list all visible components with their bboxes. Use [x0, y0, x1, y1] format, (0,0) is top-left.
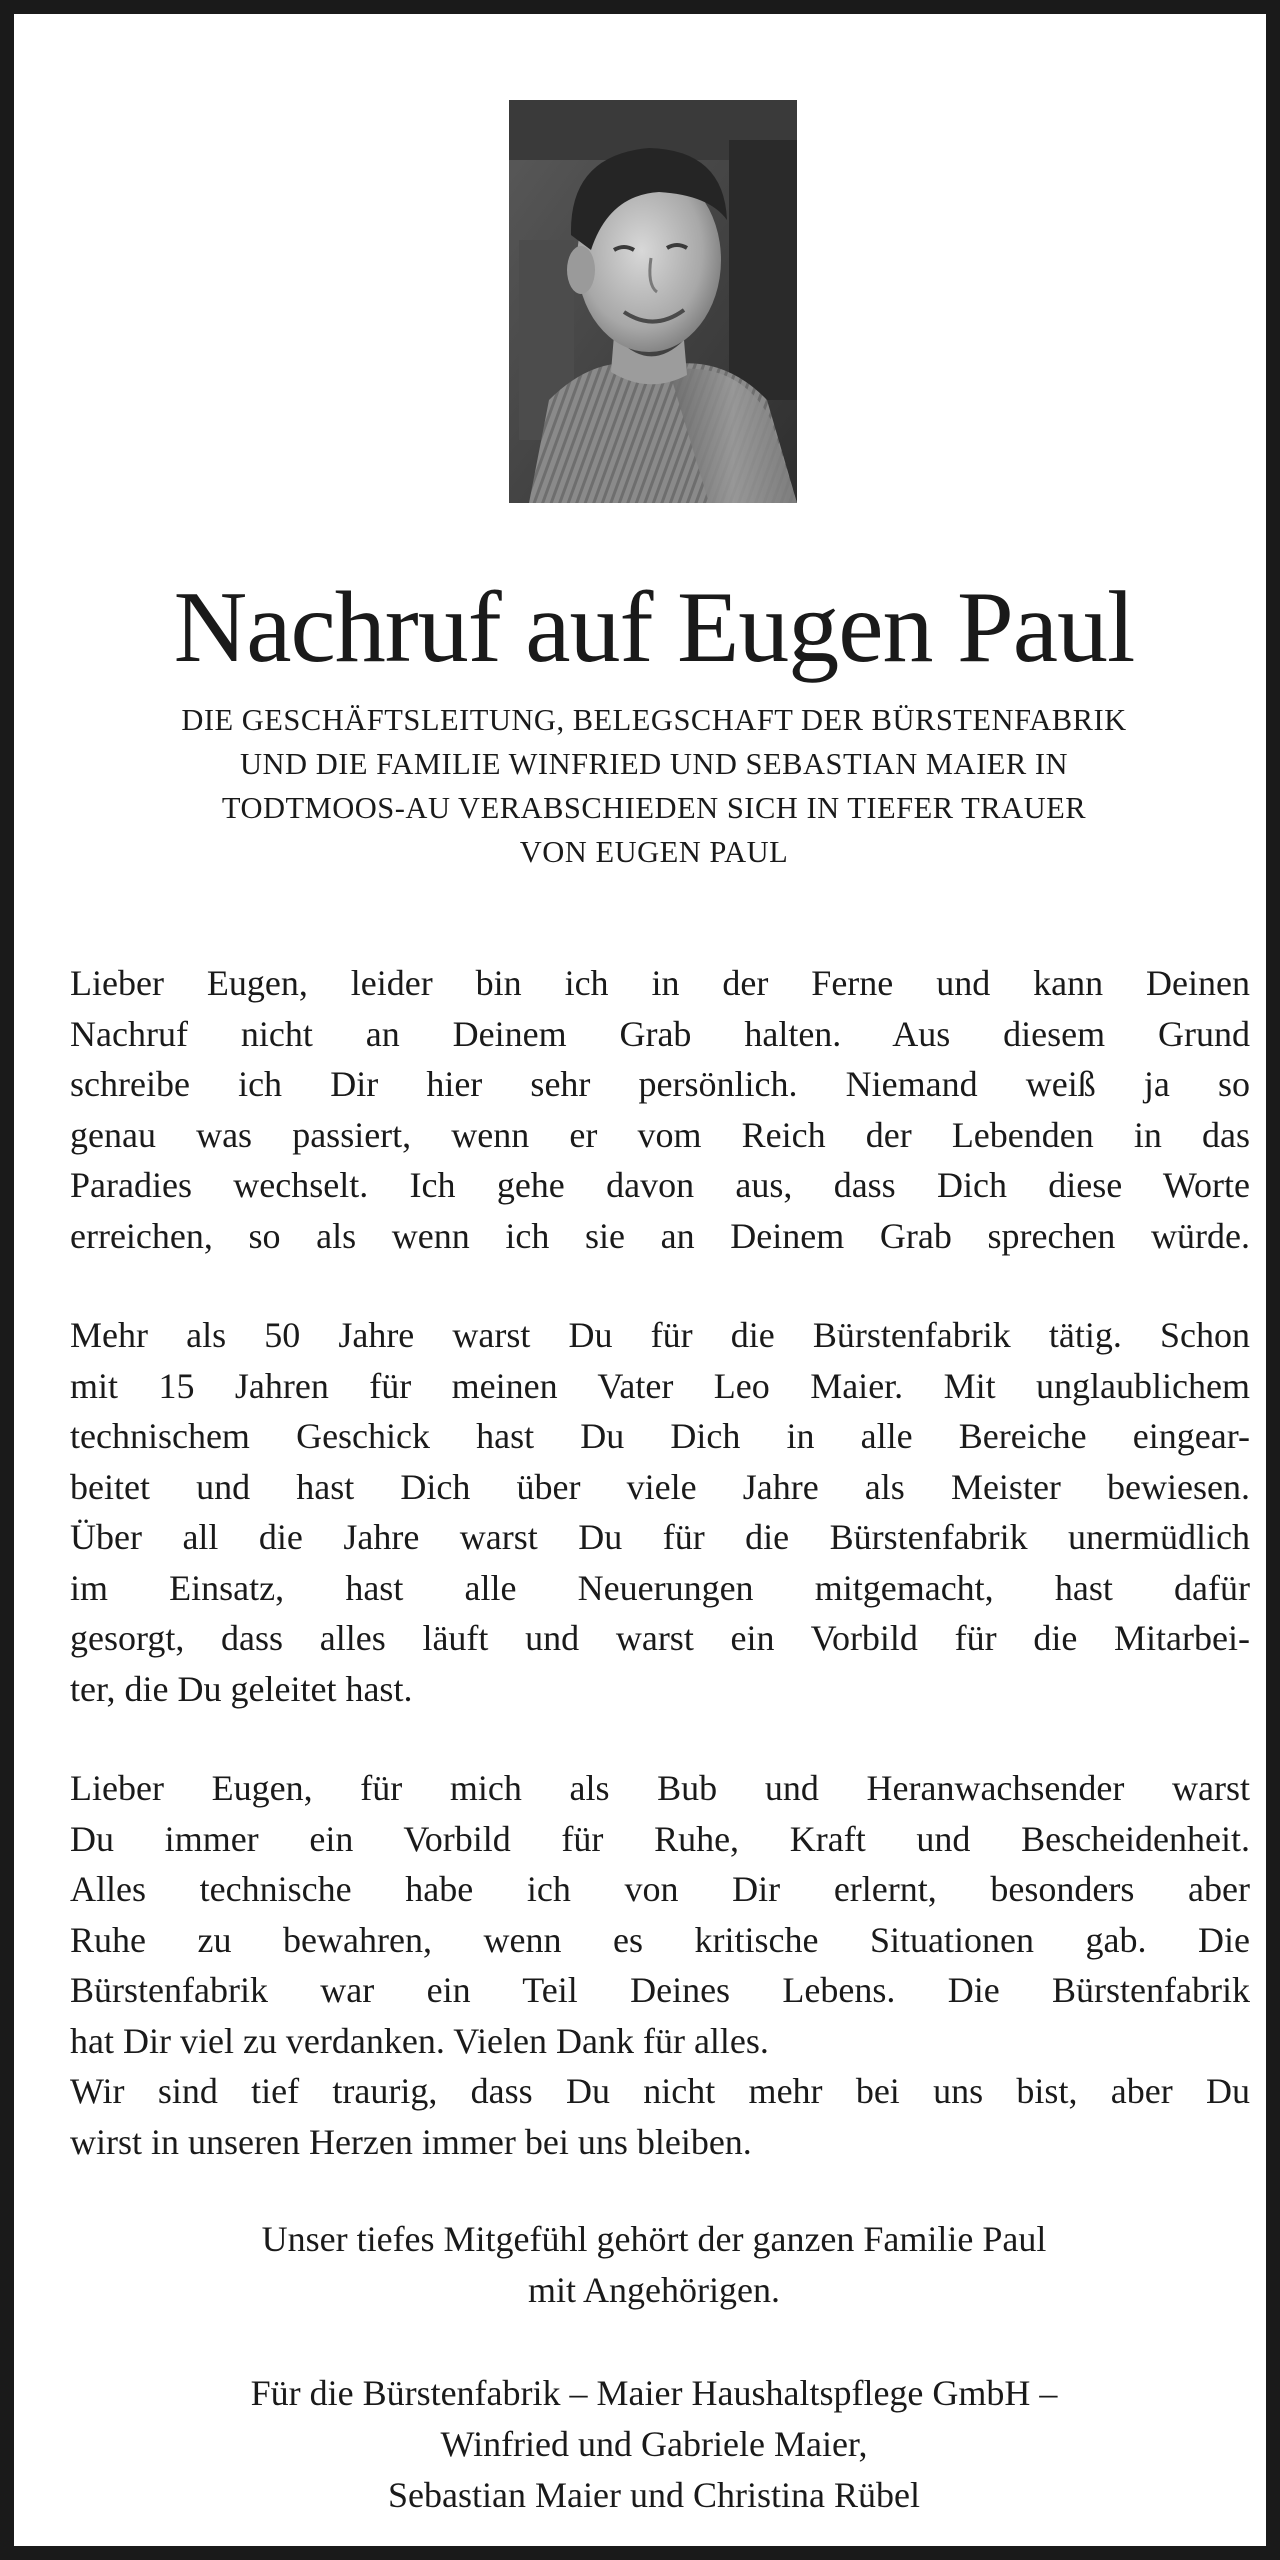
paragraph-2 — [70, 1310, 1250, 1714]
subtitle-line: DIE GESCHÄFTSLEITUNG, BELEGSCHAFT DER BÜRSTENFABRIK — [181, 703, 1127, 737]
signature-line: Für die Bürstenfabrik – Maier Haushaltspflege GmbH – — [250, 2373, 1058, 2413]
text-line: wirst in unseren Herzen immer bei uns bleiben. — [70, 2121, 752, 2162]
text-line: hat Dir viel zu verdanken. Vielen Dank für alles. — [70, 2020, 769, 2061]
text-line: Lieber Eugen, für mich als Bub und Heranwachsender warst — [70, 1768, 1250, 1808]
text-line: genau was passiert, wenn er vom Reich der Lebenden in das — [70, 1114, 1250, 1155]
subtitle-line: TODTMOOS-AU VERABSCHIEDEN SICH IN TIEFER TRAUER — [221, 791, 1087, 825]
condolence-line: Unser tiefes Mitgefühl gehört der ganzen Familie Paul — [261, 2219, 1047, 2259]
text-line: Bürstenfabrik war ein Teil Deines Lebens. Die Bürstenfabrik — [70, 1970, 1250, 2010]
text-line: erreichen, so als wenn ich sie an Deinem Grab sprechen würde. — [70, 1215, 1250, 1256]
text-line: Mehr als 50 Jahre warst Du für die Bürstenfabrik tätig. Schon — [70, 1315, 1250, 1355]
text-line: ter, die Du geleitet hast. — [70, 1668, 413, 1709]
text-line: im Einsatz, hast alle Neuerungen mitgemacht, hast dafür — [70, 1567, 1250, 1608]
signature-line: Winfried und Gabriele Maier, — [440, 2424, 868, 2464]
portrait-photo — [509, 100, 797, 503]
text-line: technischem Geschick hast Du Dich in alle Bereiche eingear- — [70, 1416, 1250, 1456]
text-line: Nachruf nicht an Deinem Grab halten. Aus diesem Grund — [70, 1013, 1250, 1054]
text-line: Lieber Eugen, leider bin ich in der Ferne und kann Deinen — [70, 963, 1250, 1003]
text-line: Wir sind tief traurig, dass Du nicht mehr bei uns bist, aber Du — [70, 2071, 1250, 2111]
text-line: Über all die Jahre warst Du für die Bürstenfabrik unermüdlich — [70, 1517, 1250, 1557]
text-line: Paradies wechselt. Ich gehe davon aus, dass Dich diese Worte — [70, 1165, 1250, 1205]
text-line: gesorgt, dass alles läuft und warst ein Vorbild für die Mitarbei- — [70, 1618, 1250, 1658]
page-title: Nachruf auf Eugen Paul — [173, 571, 1135, 684]
text-line: beitet und hast Dich über viele Jahre als Meister bewiesen. — [70, 1466, 1250, 1507]
text-line: Alles technische habe ich von Dir erlernt, besonders aber — [70, 1869, 1250, 1909]
subtitle-line: VON EUGEN PAUL — [519, 835, 789, 869]
text-line: schreibe ich Dir hier sehr persönlich. Niemand weiß ja so — [70, 1064, 1250, 1104]
signature-line: Sebastian Maier und Christina Rübel — [388, 2475, 920, 2515]
text-line: Ruhe zu bewahren, wenn es kritische Situationen gab. Die — [70, 1919, 1250, 1960]
text-line: mit 15 Jahren für meinen Vater Leo Maier. Mit unglaublichem — [70, 1365, 1250, 1406]
paragraph-1 — [70, 958, 1250, 1261]
subtitle — [58, 698, 1250, 874]
paragraph-3 — [70, 1763, 1250, 2167]
condolence-note — [28, 2214, 1280, 2316]
signature-block — [28, 2368, 1280, 2521]
condolence-line: mit Angehörigen. — [528, 2270, 780, 2310]
text-line: Du immer ein Vorbild für Ruhe, Kraft und Bescheidenheit. — [70, 1818, 1250, 1859]
obituary-content — [28, 28, 1280, 2560]
subtitle-line: UND DIE FAMILIE WINFRIED UND SEBASTIAN MAIER IN — [239, 747, 1069, 781]
